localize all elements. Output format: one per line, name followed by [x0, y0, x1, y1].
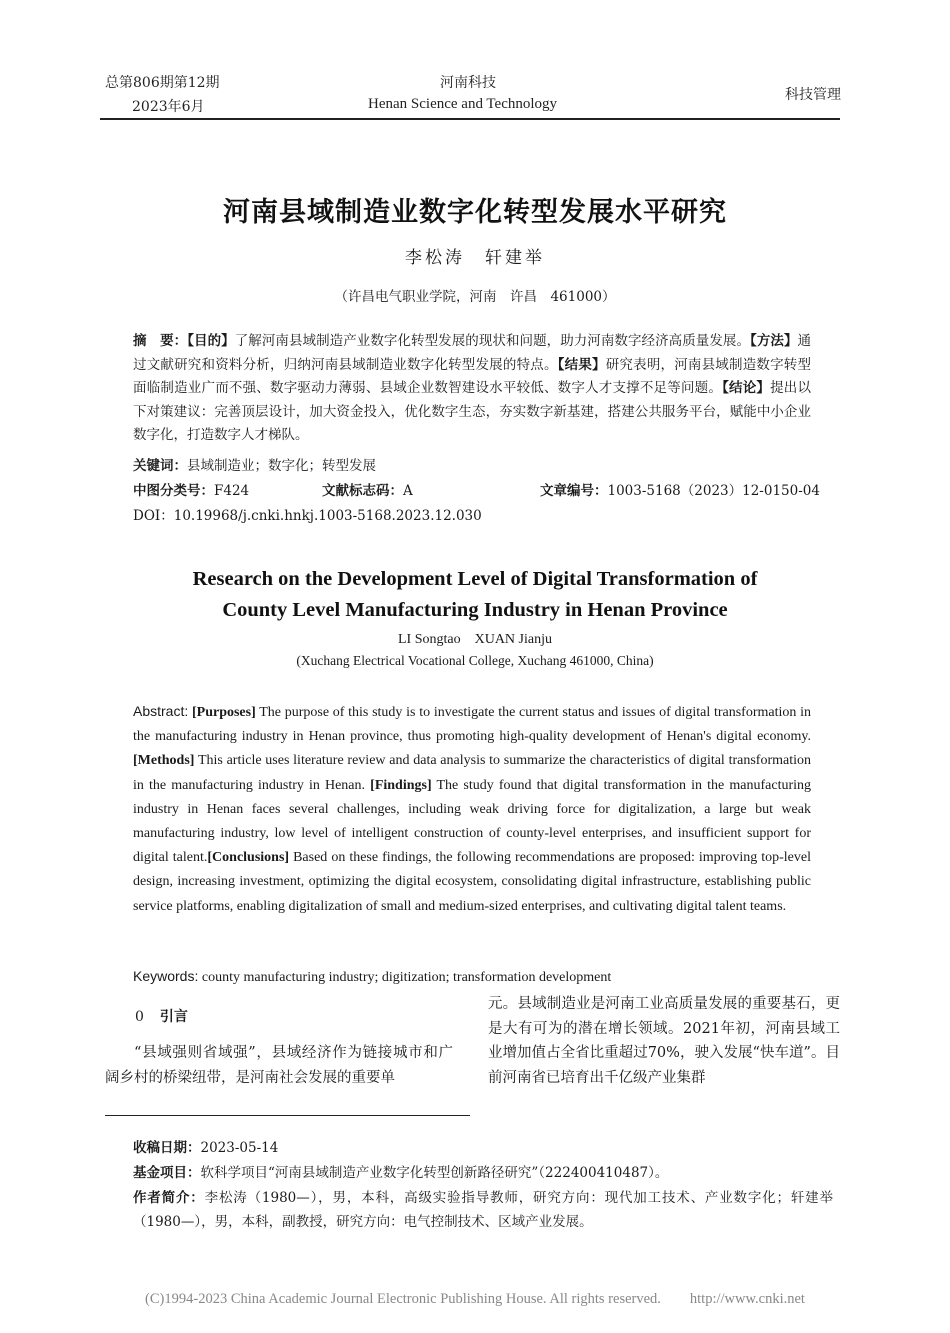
received-label: 收稿日期： [133, 1140, 201, 1156]
doi [133, 504, 482, 524]
affiliation-cn: （许昌电气职业学院，河南 许昌 461000） [334, 289, 616, 305]
conclusions-tag-cn: 【结论】 [722, 380, 771, 397]
abstract-cn-label: 摘 要： [133, 333, 188, 349]
conclusions-text-cn: 提出以下对策建议：完善顶层设计，加大资金投入，优化数字生态，夯实数字新基建，搭建公共服务平台，赋能中小企业数字化，打造数字人才梯队。 [133, 380, 812, 444]
fund-project [133, 1161, 823, 1185]
purposes-tag-en: [Purposes] [191, 705, 256, 720]
abstract-en-label: Abstract: [133, 703, 189, 719]
abstract-cn [133, 330, 811, 448]
authors-en: LI Songtao XUAN Jianju [398, 632, 552, 647]
purposes-text-cn: 了解河南县域制造产业数字化转型发展的现状和问题，助力河南数字经济高质量发展。 [234, 333, 751, 349]
conclusions-tag-en: [Conclusions] [207, 850, 290, 866]
classification-label: 中图分类号： [133, 483, 214, 499]
body-left-column: “县域强则省域强”，县域经济作为链接城市和广阔乡村的桥梁纽带，是河南社会发展的重要单 [105, 1045, 453, 1086]
issue-date: 2023年6月 [132, 99, 205, 115]
keywords-en-value: county manufacturing industry; digitization; transformation development [201, 970, 612, 985]
journal-name-cn: 河南科技 [440, 75, 496, 91]
affiliation-en: (Xuchang Electrical Vocational College, Xuchang 461000, China) [296, 653, 654, 668]
paper-title-en [0, 564, 950, 626]
methods-text-en: This article uses literature review and data analysis to summarize the characteristics of digital transformation in the manufacturing industry in Henan. [133, 753, 811, 793]
keywords-en-label: Keywords: [133, 968, 199, 984]
fund-label: 基金项目： [133, 1165, 201, 1181]
purposes-text-en: The purpose of this study is to investigate the current status and issues of digital transformation in the manufacturing industry in Henan province, thus promoting high-quality development of Henan's digital economy. [133, 705, 811, 745]
classification-number [133, 479, 249, 499]
article-no-label: 文章编号： [540, 483, 608, 499]
methods-text-cn: 通过文献研究和资料分析，归纳河南县域制造业数字化转型发展的特点。 [133, 333, 812, 373]
authors-cn: 李松涛 轩建举 [405, 248, 545, 268]
bio-value: 李松涛（1980—），男，本科，高级实验指导教师，研究方向：现代加工技术、产业数字化；轩建举（1980—），男，本科，副教授，研究方向：电气控制技术、区域产业发展。 [133, 1190, 834, 1230]
section-number: 0 [135, 1009, 144, 1025]
paper-title-cn: 河南县域制造业数字化转型发展水平研究 [223, 197, 727, 228]
findings-text-cn: 研究表明，河南县域制造数字转型面临制造业广而不强、数字驱动力薄弱、县域企业数智建设水平较低、数字人才支撑不足等问题。 [133, 356, 812, 397]
findings-text-en: The study found that digital transformation in the manufacturing industry in Henan faces several challenges, including weak driving force for digitalization, a large but weak manufacturing industry, low level of intelligent construction of county-level enterprises, and insufficient support for digital talent. [133, 777, 812, 866]
received-date [133, 1136, 823, 1160]
classification-value: F424 [214, 483, 250, 499]
body-right-column: 元。县域制造业是河南工业高质量发展的重要基石，更是大有可为的潜在增长领域。2021年初，河南县域工业增加值占全省比重超过70%，驶入发展“快车道”。目前河南省已培育出千亿级产业集群 [488, 996, 840, 1086]
title-en-line-1: Research on the Development Level of Digital Transformation of [192, 568, 758, 590]
footnote-rule [105, 1115, 470, 1116]
methods-tag-cn: 【方法】 [750, 333, 798, 349]
column-name: 科技管理 [785, 87, 841, 103]
fund-value: 软科学项目“河南县域制造产业数字化转型创新路径研究”（222400410487）。 [200, 1165, 669, 1181]
bio-label: 作者简介： [133, 1190, 205, 1206]
keywords-cn-label: 关键词： [133, 458, 187, 474]
received-value: 2023-05-14 [200, 1140, 279, 1156]
article-number [540, 479, 820, 499]
doc-code-value: A [403, 483, 413, 499]
keywords-cn [133, 454, 376, 474]
methods-tag-en: [Methods] [133, 753, 195, 769]
keywords-en [133, 968, 611, 986]
article-no-value: 1003-5168（2023）12-0150-04 [607, 483, 820, 499]
doi-label: DOI： [133, 508, 174, 524]
author-bio [133, 1186, 833, 1234]
keywords-cn-value: 县域制造业；数字化；转型发展 [187, 458, 376, 474]
purposes-tag-cn: 【目的】 [187, 333, 235, 349]
doi-value: 10.19968/j.cnki.hnkj.1003-5168.2023.12.030 [173, 508, 482, 524]
header-rule [100, 118, 840, 120]
conclusions-text-en: Based on these findings, the following recommendations are proposed: improving top-level design, increasing investment, optimizing the digital ecosystem, consolidating digital infrastructure, establishing public service platforms, enabling digitalization of small and medium-sized enterprises, and cultivating digital talent teams. [133, 850, 812, 914]
findings-tag-cn: 【结果】 [557, 356, 606, 373]
title-en-line-2: County Level Manufacturing Industry in Henan Province [222, 599, 728, 621]
section-title: 引言 [159, 1009, 188, 1025]
doc-code-label: 文献标志码： [322, 483, 403, 499]
abstract-en [133, 699, 811, 919]
section-heading [135, 1006, 188, 1026]
copyright-notice: (C)1994-2023 China Academic Journal Electronic Publishing House. All rights reserved. http://www.cnki.net [145, 1291, 805, 1307]
issue-number: 总第806期第12期 [105, 75, 220, 91]
findings-tag-en: [Findings] [370, 777, 432, 793]
document-code [322, 479, 413, 499]
journal-name-en: Henan Science and Technology [368, 96, 558, 112]
